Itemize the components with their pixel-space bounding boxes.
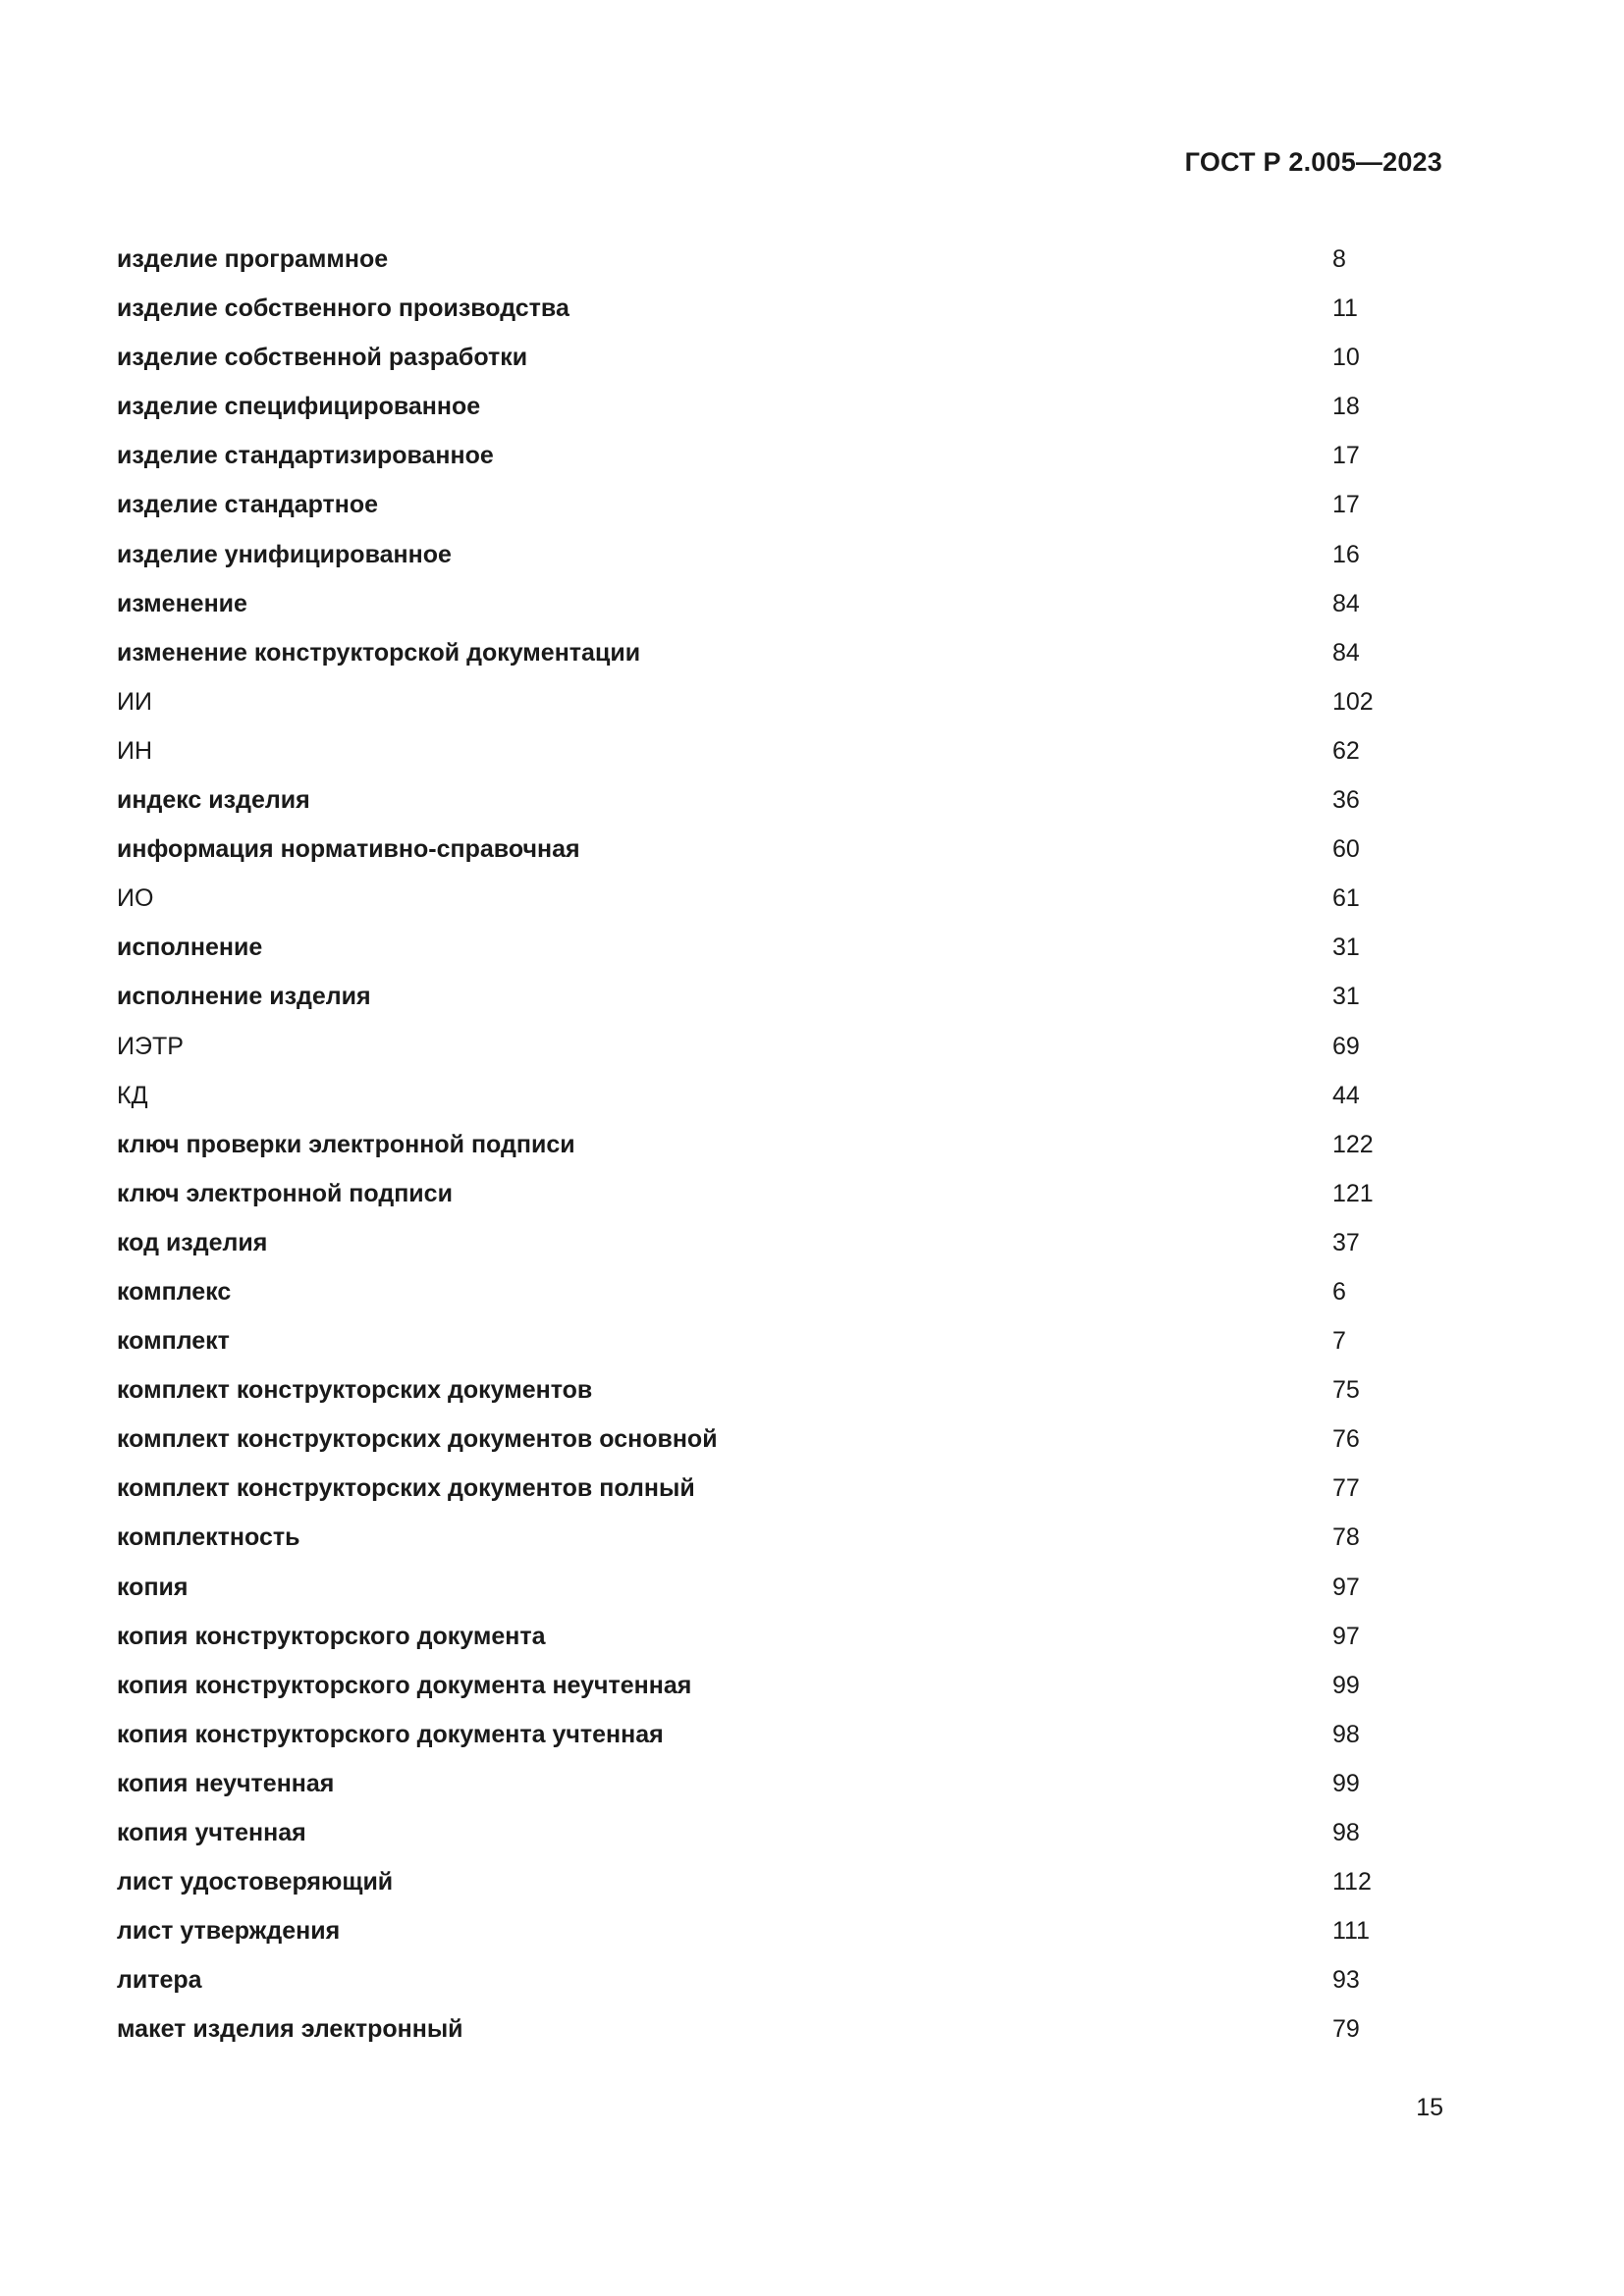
index-entry bbox=[117, 1764, 1383, 1813]
index-term: ИИ bbox=[117, 687, 152, 716]
index-entry bbox=[117, 535, 1383, 584]
index-term-reference: 37 bbox=[1332, 1228, 1360, 1256]
index-term: комплект bbox=[117, 1327, 230, 1356]
index-entry bbox=[117, 1568, 1383, 1617]
index-term: КД bbox=[117, 1081, 148, 1109]
index-term: ключ проверки электронной подписи bbox=[117, 1130, 575, 1158]
index-entry bbox=[117, 240, 1383, 289]
index-term: копия конструкторского документа bbox=[117, 1622, 546, 1650]
index-entry bbox=[117, 682, 1383, 731]
index-term-reference: 79 bbox=[1332, 2015, 1360, 2044]
index-term: комплект конструкторских документов bbox=[117, 1376, 593, 1405]
index-entry bbox=[117, 1125, 1383, 1174]
index-entry bbox=[117, 1321, 1383, 1370]
index-term: изделие стандартное bbox=[117, 491, 379, 519]
index-term-reference: 69 bbox=[1332, 1032, 1360, 1060]
index-term-reference: 99 bbox=[1332, 1769, 1360, 1797]
index-term: изделие специфицированное bbox=[117, 393, 481, 421]
index-term: изделие унифицированное bbox=[117, 540, 452, 568]
index-term: изделие собственного производства bbox=[117, 294, 569, 323]
index-term-reference: 77 bbox=[1332, 1474, 1360, 1503]
page-number: 15 bbox=[1416, 2094, 1443, 2121]
index-term-reference: 6 bbox=[1332, 1277, 1346, 1306]
index-entry bbox=[117, 1174, 1383, 1223]
index-term-reference: 84 bbox=[1332, 589, 1360, 617]
index-term-reference: 98 bbox=[1332, 1819, 1360, 1846]
index-term: изменение конструкторской документации bbox=[117, 638, 641, 667]
index-entry bbox=[117, 633, 1383, 682]
index-term: комплект конструкторских документов основной bbox=[117, 1425, 718, 1454]
index-term-reference: 97 bbox=[1332, 1622, 1360, 1650]
index-term-reference: 93 bbox=[1332, 1966, 1360, 1995]
index-term: копия неучтенная bbox=[117, 1769, 335, 1797]
index-term-reference: 62 bbox=[1332, 736, 1360, 765]
index-entry bbox=[117, 485, 1383, 534]
index-term-reference: 84 bbox=[1332, 638, 1360, 667]
index-entry bbox=[117, 731, 1383, 780]
index-term: комплекс bbox=[117, 1277, 232, 1306]
index-entry bbox=[117, 1468, 1383, 1518]
index-term: ИЭТР bbox=[117, 1032, 184, 1060]
index-entry bbox=[117, 436, 1383, 485]
index-entry bbox=[117, 1370, 1383, 1419]
index-entry bbox=[117, 879, 1383, 928]
index-entry bbox=[117, 1960, 1383, 2009]
index-term-reference: 44 bbox=[1332, 1081, 1360, 1109]
index-entry bbox=[117, 584, 1383, 633]
index-term-reference: 75 bbox=[1332, 1376, 1360, 1405]
index-entry bbox=[117, 1715, 1383, 1764]
index-term: изделие стандартизированное bbox=[117, 442, 494, 470]
index-term: копия конструкторского документа неучтенная bbox=[117, 1671, 692, 1699]
index-term: изделие собственной разработки bbox=[117, 344, 528, 372]
index-term-reference: 121 bbox=[1332, 1179, 1374, 1207]
index-term-reference: 16 bbox=[1332, 540, 1360, 568]
index-term: копия bbox=[117, 1573, 189, 1601]
index-entry bbox=[117, 289, 1383, 338]
index-term: индекс изделия bbox=[117, 786, 310, 815]
index-term-reference: 17 bbox=[1332, 442, 1360, 470]
index-entry bbox=[117, 1223, 1383, 1272]
index-term-reference: 78 bbox=[1332, 1523, 1360, 1552]
index-term: информация нормативно-справочная bbox=[117, 835, 580, 864]
index-term: литера bbox=[117, 1966, 202, 1995]
index-term-reference: 111 bbox=[1332, 1917, 1371, 1946]
index-entry bbox=[117, 1813, 1383, 1862]
index-term-reference: 10 bbox=[1332, 344, 1360, 372]
index-term: копия учтенная bbox=[117, 1819, 306, 1846]
index-entry bbox=[117, 1419, 1383, 1468]
index-entry bbox=[117, 829, 1383, 879]
index-term-reference: 18 bbox=[1332, 393, 1360, 421]
index-term: код изделия bbox=[117, 1228, 268, 1256]
index-entry bbox=[117, 2009, 1383, 2058]
index-term: ключ электронной подписи bbox=[117, 1179, 453, 1207]
index-term-reference: 11 bbox=[1332, 294, 1358, 323]
index-term: ИО bbox=[117, 884, 154, 913]
index-entry bbox=[117, 1027, 1383, 1076]
index-term-reference: 76 bbox=[1332, 1425, 1360, 1454]
index-entry bbox=[117, 1617, 1383, 1666]
index-entry bbox=[117, 1272, 1383, 1321]
index-term: лист утверждения bbox=[117, 1917, 341, 1946]
index-term: комплект конструкторских документов полный bbox=[117, 1474, 695, 1503]
index-term-reference: 112 bbox=[1332, 1868, 1372, 1896]
index-term-reference: 31 bbox=[1332, 983, 1360, 1011]
index-entry bbox=[117, 1911, 1383, 1960]
index-term-reference: 102 bbox=[1332, 687, 1374, 716]
index-term-reference: 122 bbox=[1332, 1130, 1374, 1158]
index-term: комплектность bbox=[117, 1523, 300, 1552]
index-entry bbox=[117, 928, 1383, 977]
document-code-header: ГОСТ Р 2.005—2023 bbox=[1184, 147, 1442, 177]
index-entry bbox=[117, 780, 1383, 829]
index-term: макет изделия электронный bbox=[117, 2015, 463, 2044]
index-term-reference: 7 bbox=[1332, 1327, 1346, 1356]
index-entry bbox=[117, 1518, 1383, 1567]
index-term-reference: 99 bbox=[1332, 1671, 1360, 1699]
index-term-reference: 36 bbox=[1332, 786, 1360, 815]
index-term: исполнение изделия bbox=[117, 983, 371, 1011]
index-term-reference: 60 bbox=[1332, 835, 1360, 864]
index-term: копия конструкторского документа учтенная bbox=[117, 1720, 664, 1748]
index-term: изделие программное bbox=[117, 245, 389, 273]
index-entry bbox=[117, 338, 1383, 387]
index-term-reference: 98 bbox=[1332, 1720, 1360, 1748]
term-index-list bbox=[117, 240, 1383, 2058]
index-entry bbox=[117, 1666, 1383, 1715]
index-term: исполнение bbox=[117, 934, 263, 962]
index-entry bbox=[117, 387, 1383, 436]
index-term: лист удостоверяющий bbox=[117, 1868, 394, 1896]
index-term-reference: 8 bbox=[1332, 245, 1346, 273]
index-entry bbox=[117, 1076, 1383, 1125]
index-entry bbox=[117, 1862, 1383, 1911]
index-term: ИН bbox=[117, 736, 153, 765]
index-entry bbox=[117, 977, 1383, 1026]
index-term-reference: 61 bbox=[1332, 884, 1360, 913]
index-term-reference: 97 bbox=[1332, 1573, 1360, 1601]
index-term-reference: 31 bbox=[1332, 934, 1360, 962]
index-term-reference: 17 bbox=[1332, 491, 1360, 519]
index-term: изменение bbox=[117, 589, 247, 617]
